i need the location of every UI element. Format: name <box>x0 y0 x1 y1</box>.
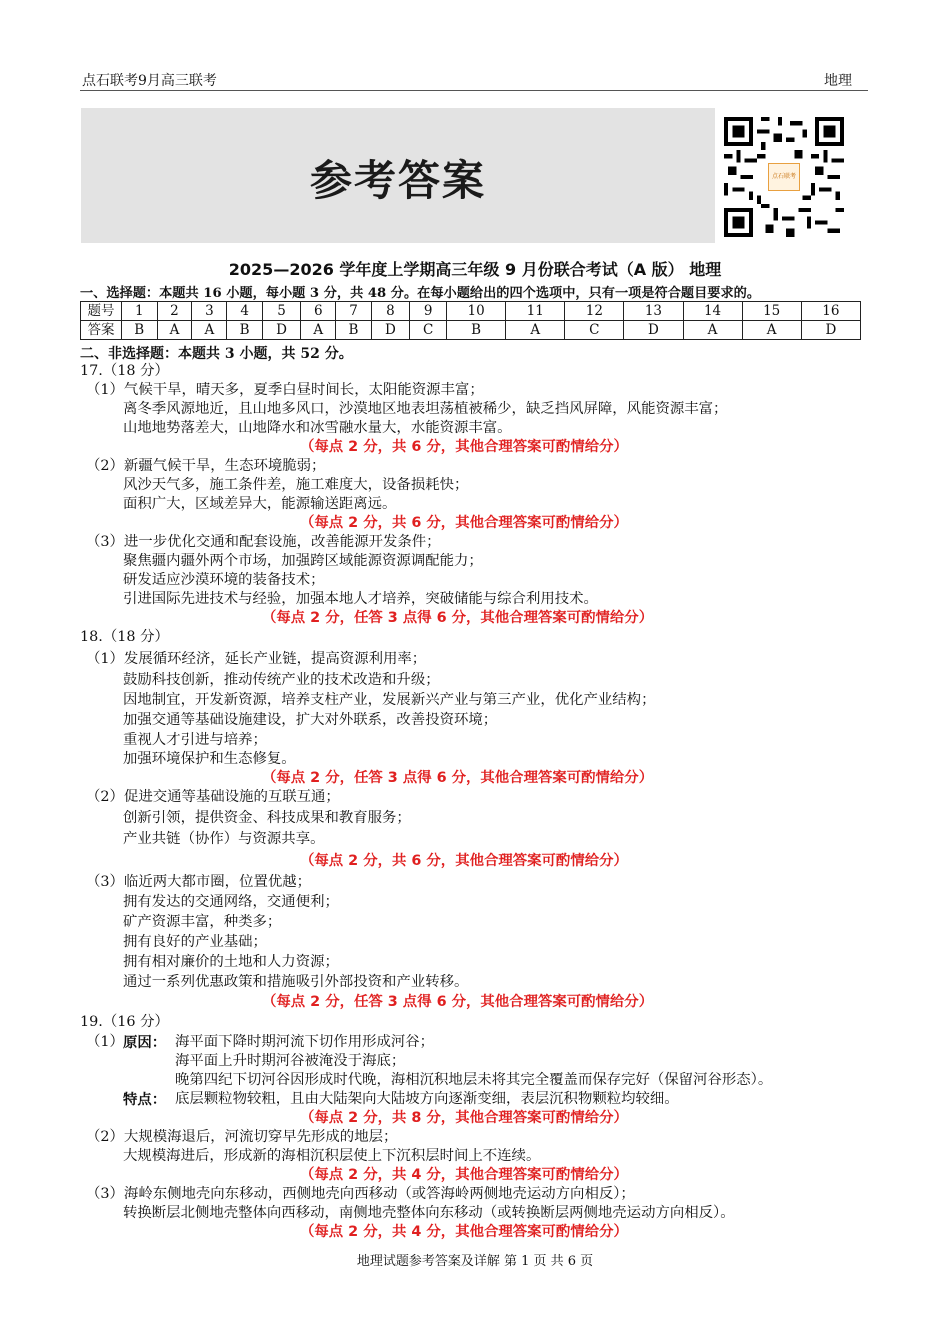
q18-scoring-note: （每点 2 分，任答 3 点得 6 分，其他合理答案可酌情给分） <box>262 994 654 1010</box>
q17-scoring-note: （每点 2 分，共 6 分，其他合理答案可酌情给分） <box>300 439 628 455</box>
answer-cell: C <box>565 321 624 340</box>
answer-cell: D <box>624 321 683 340</box>
row-label: 题号 <box>81 302 122 321</box>
answer-cell: B <box>336 321 372 340</box>
q19-answer-line: （2）大规模海退后，河流切穿早先形成的地层； <box>86 1129 398 1145</box>
q18-answer-line: 矿产资源丰富，种类多； <box>123 914 282 930</box>
q19-scoring-note: （每点 2 分，共 8 分，其他合理答案可酌情给分） <box>300 1110 628 1126</box>
question-number: 16 <box>801 302 860 321</box>
answer-cell: D <box>371 321 409 340</box>
q18-answer-line: 鼓励科技创新，推动传统产业的技术改造和升级； <box>123 672 440 688</box>
q19-scoring-note: （每点 2 分，共 4 分，其他合理答案可酌情给分） <box>300 1167 628 1183</box>
question-number: 12 <box>565 302 624 321</box>
answer-cell: B <box>227 321 263 340</box>
q18-answer-line: （3）临近两大都市圈，位置优越； <box>86 874 312 890</box>
answer-row <box>81 321 861 340</box>
answer-cell: C <box>410 321 447 340</box>
q19-scoring-note: （每点 2 分，共 4 分，其他合理答案可酌情给分） <box>300 1224 628 1240</box>
q18-scoring-note: （每点 2 分，共 6 分，其他合理答案可酌情给分） <box>300 853 628 869</box>
q18-heading: 18.（18 分） <box>80 629 169 645</box>
q19-heading: 19.（16 分） <box>80 1014 169 1030</box>
question-number: 1 <box>122 302 158 321</box>
q17-scoring-note: （每点 2 分，共 6 分，其他合理答案可酌情给分） <box>300 515 628 531</box>
q18-answer-line: 重视人才引进与培养； <box>123 732 267 748</box>
question-number: 14 <box>683 302 742 321</box>
question-number: 9 <box>410 302 447 321</box>
header-left: 点石联考9月高三联考 <box>82 73 217 89</box>
q17-answer-line: （2）新疆气候干旱，生态环境脆弱； <box>86 458 326 474</box>
q18-answer-line: （2）促进交通等基础设施的互联互通； <box>86 789 340 805</box>
banner-title: 参考答案 <box>309 156 486 205</box>
q17-answer-line: 离冬季风源地近，且山地多风口，沙漠地区地表坦荡植被稀少，缺乏挡风屏障，风能资源丰富； <box>123 401 728 417</box>
question-number: 11 <box>506 302 565 321</box>
question-number: 3 <box>192 302 227 321</box>
q18-answer-line: 产业共链（协作）与资源共享。 <box>123 831 325 847</box>
q18-answer-line: 通过一系列优惠政策和措施吸引外部投资和产业转移。 <box>123 974 469 990</box>
q17-answer-line: 引进国际先进技术与经验，加强本地人才培养，突破储能与综合利用技术。 <box>123 591 598 607</box>
q17-answer-line: 风沙天气多，施工条件差，施工难度大，设备损耗快； <box>123 477 469 493</box>
number-row <box>81 302 861 321</box>
page-header <box>80 68 868 91</box>
q17-answer-line: 山地地势落差大，山地降水和冰雪融水量大，水能资源丰富。 <box>123 420 512 436</box>
q18-answer-line: 因地制宜，开发新资源，培养支柱产业，发展新兴产业与第三产业，优化产业结构； <box>123 692 656 708</box>
answer-cell: A <box>683 321 742 340</box>
qr-logo: 点石联考 <box>768 163 800 191</box>
question-number: 5 <box>262 302 300 321</box>
answer-cell: A <box>742 321 801 340</box>
q18-answer-line: 拥有发达的交通网络，交通便利； <box>123 894 339 910</box>
exam-title: 2025—2026 学年度上学期高三年级 9 月份联合考试（A 版） 地理 <box>228 260 722 279</box>
answer-table <box>80 301 861 340</box>
row-label: 答案 <box>81 321 122 340</box>
q18-answer-line: 拥有相对廉价的土地和人力资源； <box>123 954 339 970</box>
q17-answer-line: 面积广大，区域差异大，能源输送距离远。 <box>123 496 397 512</box>
q19-answer-line: 转换断层北侧地壳整体向西移动，南侧地壳整体向东移动（或转换断层两侧地壳运动方向相反）。 <box>123 1205 735 1221</box>
question-number: 10 <box>447 302 506 321</box>
section2-heading: 二、非选择题：本题共 3 小题，共 52 分。 <box>80 346 353 362</box>
q19-answer-line: 晚第四纪下切河谷因形成时代晚，海相沉积地层未将其完全覆盖而保存完好（保留河谷形态）。 <box>175 1072 773 1088</box>
question-number: 7 <box>336 302 372 321</box>
q19-reason-label: 原因： <box>123 1034 167 1051</box>
q19-part1-prefix: （1） <box>86 1034 124 1050</box>
q19-answer-line: 底层颗粒物较粗，且由大陆架向大陆坡方向逐渐变细，表层沉积物颗粒均较细。 <box>175 1091 679 1107</box>
answer-cell: B <box>122 321 158 340</box>
question-number: 4 <box>227 302 263 321</box>
question-number: 15 <box>742 302 801 321</box>
answer-cell: A <box>192 321 227 340</box>
answer-cell: D <box>262 321 300 340</box>
question-number: 6 <box>301 302 336 321</box>
q17-answer-line: （1）气候干旱，晴天多，夏季白昼时间长，太阳能资源丰富； <box>86 382 484 398</box>
q18-answer-line: （1）发展循环经济，延长产业链，提高资源利用率； <box>86 651 427 667</box>
question-number: 8 <box>371 302 409 321</box>
q17-heading: 17.（18 分） <box>80 363 169 379</box>
header-right: 地理 <box>824 73 852 89</box>
page-footer: 地理试题参考答案及详解 第 1 页 共 6 页 <box>356 1254 594 1269</box>
q19-feature-label: 特点： <box>123 1091 167 1108</box>
answer-cell: A <box>301 321 336 340</box>
answer-cell: A <box>157 321 192 340</box>
q19-answer-line: 海平面上升时期河谷被淹没于海底； <box>175 1053 406 1069</box>
q17-scoring-note: （每点 2 分，任答 3 点得 6 分，其他合理答案可酌情给分） <box>262 610 654 626</box>
q18-answer-line: 创新引领，提供资金、科技成果和教育服务； <box>123 810 411 826</box>
answer-cell: D <box>801 321 860 340</box>
q19-answer-line: （3）海岭东侧地壳向东移动，西侧地壳向西移动（或答海岭两侧地壳运动方向相反）； <box>86 1186 635 1202</box>
q17-answer-line: 聚焦疆内疆外两个市场，加强跨区域能源资源调配能力； <box>123 553 483 569</box>
q19-answer-line: 海平面下降时期河流下切作用形成河谷； <box>175 1034 435 1050</box>
q18-answer-line: 拥有良好的产业基础； <box>123 934 267 950</box>
section1-heading: 一、选择题：本题共 16 小题，每小题 3 分，共 48 分。在每小题给出的四个选项中，只有一项是符合题目要求的。 <box>80 286 761 301</box>
q17-answer-line: （3）进一步优化交通和配套设施，改善能源开发条件； <box>86 534 441 550</box>
q18-answer-line: 加强交通等基础设施建设，扩大对外联系，改善投资环境； <box>123 712 498 728</box>
answer-cell: A <box>506 321 565 340</box>
q18-answer-line: 加强环境保护和生态修复。 <box>123 751 296 767</box>
q18-scoring-note: （每点 2 分，任答 3 点得 6 分，其他合理答案可酌情给分） <box>262 770 654 786</box>
answer-cell: B <box>447 321 506 340</box>
question-number: 13 <box>624 302 683 321</box>
q19-answer-line: 大规模海进后，形成新的海相沉积层使上下沉积层时间上不连续。 <box>123 1148 541 1164</box>
question-number: 2 <box>157 302 192 321</box>
answer-banner <box>81 108 715 243</box>
q17-answer-line: 研发适应沙漠环境的装备技术； <box>123 572 325 588</box>
